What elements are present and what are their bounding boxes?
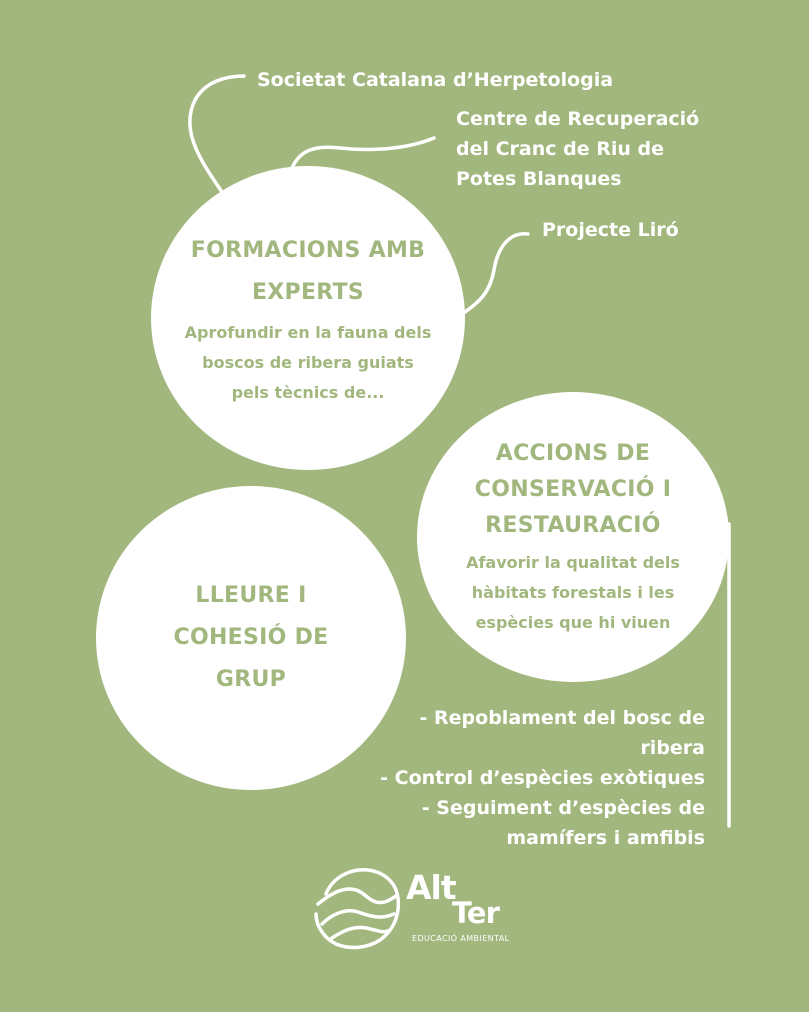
logo-word-ter: Ter: [452, 896, 499, 930]
connector-line-liro: [462, 234, 528, 314]
actions-list: [365, 703, 705, 853]
logo-tagline: EDUCACIÓ AMBIENTAL: [412, 934, 510, 943]
expert-centre-recuperacio: Centre de Recuperació del Cranc de Riu de Potes Blanques: [456, 108, 700, 190]
action-item: - Repoblament del bosc de ribera: [419, 707, 705, 759]
landscape-circle-icon: [310, 864, 402, 954]
accions-description: Afavorir la qualitat dels hàbitats forestals i les espècies que hi viuen: [466, 553, 680, 632]
circle-formacions: [151, 166, 465, 470]
accions-title: ACCIONS DE CONSERVACIÓ I RESTAURACIÓ: [474, 441, 672, 538]
lleure-title: LLEURE I COHESIÓ DE GRUP: [173, 583, 329, 692]
action-item: - Seguiment d’espècies de mamífers i amfibis: [421, 797, 705, 849]
connector-line-centre: [292, 138, 434, 168]
formacions-description: Aprofundir en la fauna dels boscos de ribera guiats pels tècnics de...: [184, 323, 432, 402]
circle-accions: [417, 392, 729, 682]
action-item: - Control d’espècies exòtiques: [380, 767, 705, 789]
connector-line-herpetologia: [190, 76, 244, 192]
circle-lleure: [96, 486, 406, 790]
altter-logo: [310, 864, 510, 954]
logo-word-alt: Alt: [406, 868, 456, 907]
formacions-title: FORMACIONS AMB EXPERTS: [190, 238, 426, 305]
expert-projecte-liro: Projecte Liró: [542, 219, 679, 241]
expert-herpetologia: Societat Catalana d’Herpetologia: [257, 69, 614, 91]
